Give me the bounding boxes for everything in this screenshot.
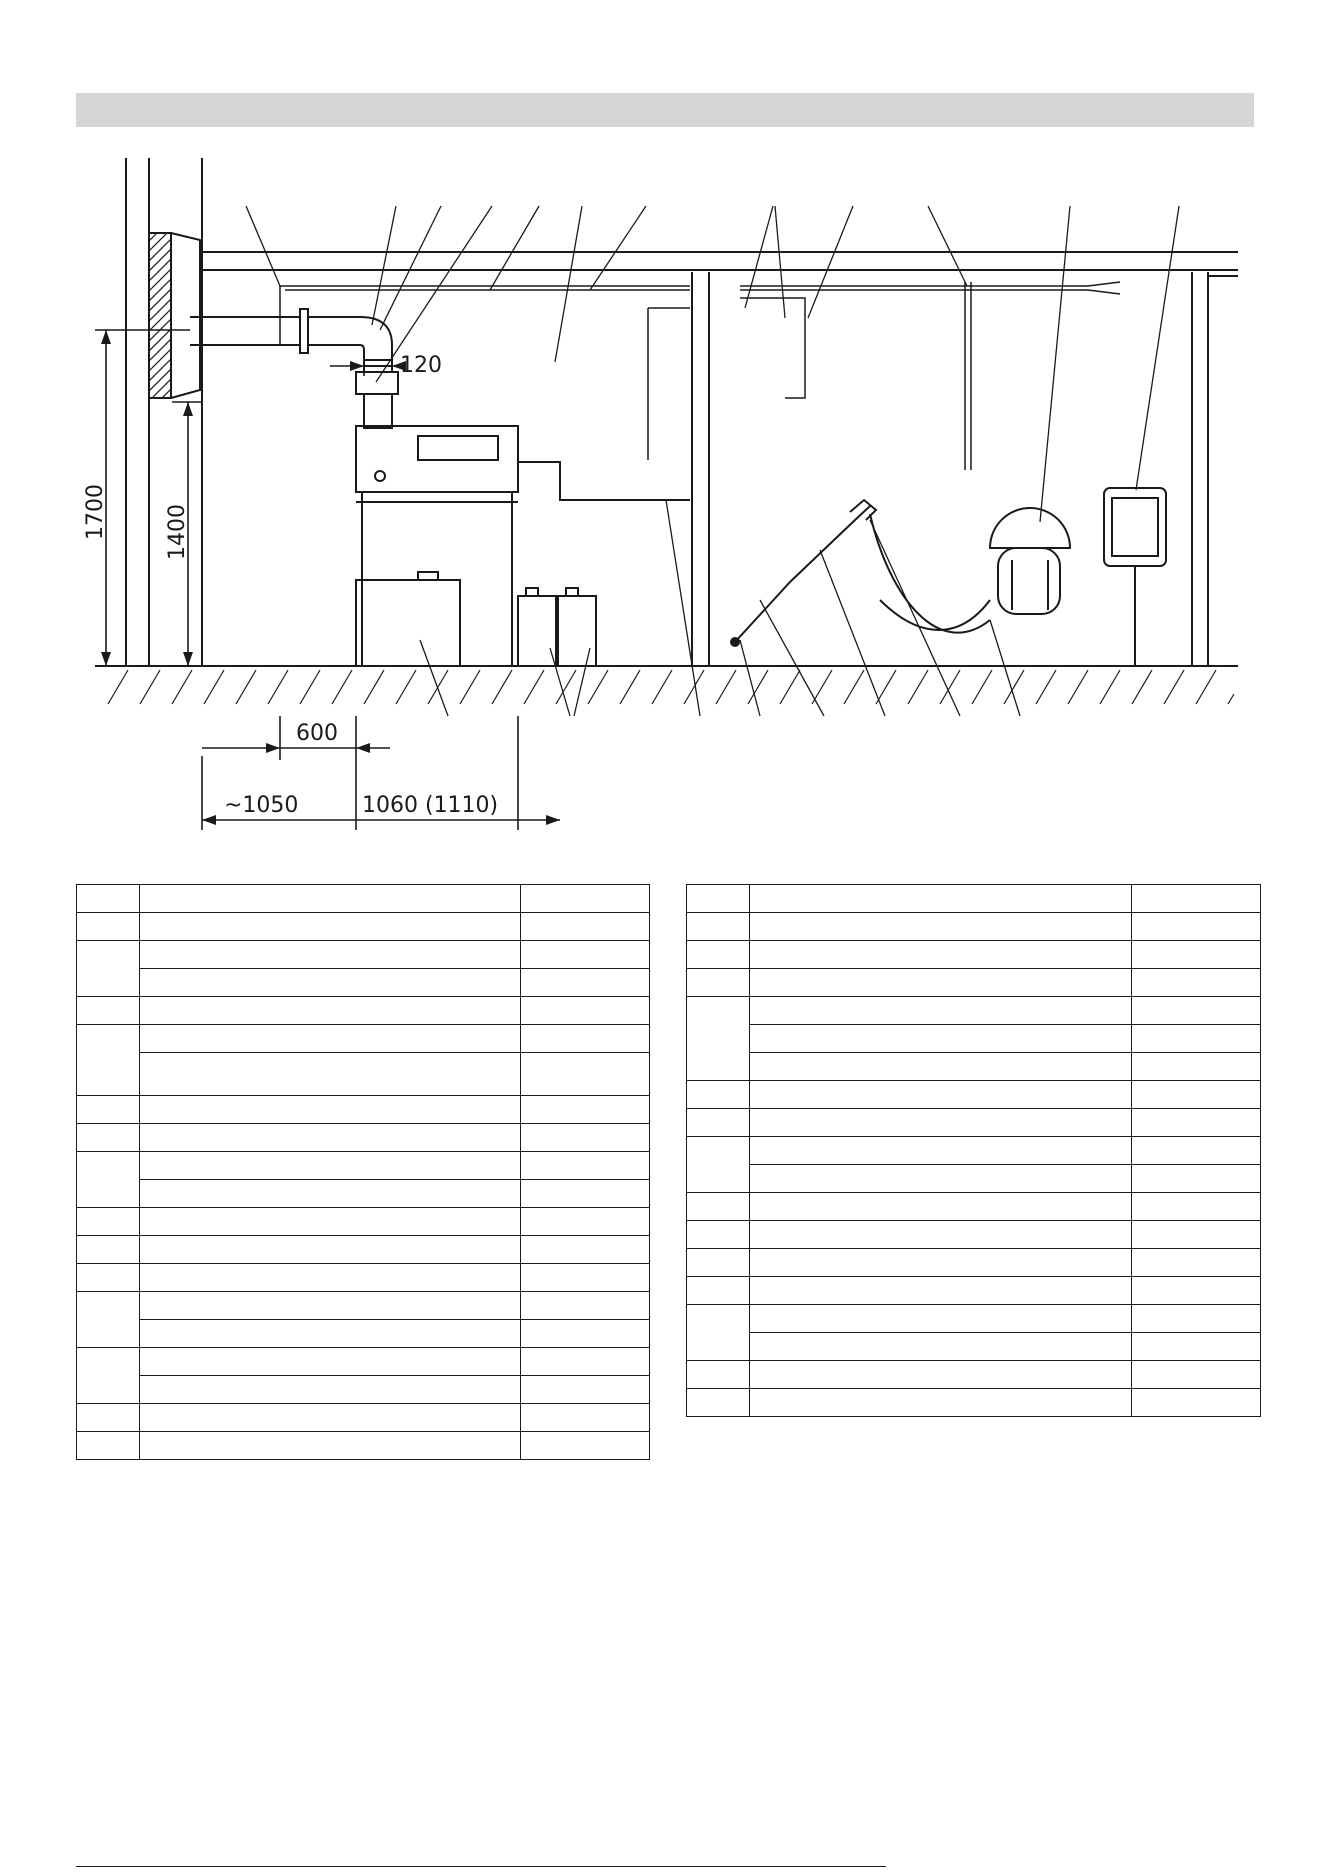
table-row: [687, 1025, 1261, 1053]
control-box: [1104, 488, 1166, 666]
table-row: [77, 1152, 650, 1180]
table-row: [77, 969, 650, 997]
parts-legend-table-right: [686, 884, 1261, 1417]
table-row: [687, 1053, 1261, 1081]
table-row: [77, 1292, 650, 1320]
hose-reel: [880, 508, 1070, 630]
table-row: [77, 913, 650, 941]
leader-lines: [246, 206, 1179, 716]
table-row: [687, 1137, 1261, 1165]
table-row: [687, 1193, 1261, 1221]
dimension-600: 600: [296, 721, 338, 746]
floor-hatching: [108, 670, 1234, 704]
washer-unit: [356, 426, 690, 666]
table-row: [77, 997, 650, 1025]
parts-legend-table-left: [76, 884, 650, 1460]
table-row: [687, 1389, 1261, 1417]
wall-section: [149, 233, 171, 398]
table-row: [77, 1236, 650, 1264]
dimension-arrows: [101, 330, 560, 825]
table-row: [77, 1180, 650, 1208]
footer-rule: [76, 1866, 886, 1867]
table-row: [687, 1249, 1261, 1277]
table-row: [687, 1277, 1261, 1305]
table-row: [77, 1025, 650, 1053]
dimension-1060: 1060 (1110): [362, 793, 499, 818]
detergent-cans: [518, 588, 596, 666]
table-row: [77, 941, 650, 969]
dimension-lines: [95, 330, 560, 830]
table-row: [687, 1333, 1261, 1361]
dimension-1050: ~1050: [224, 793, 299, 818]
table-row: [687, 1081, 1261, 1109]
table-row: [687, 1305, 1261, 1333]
fuel-tank: [356, 572, 460, 666]
table-row: [77, 1208, 650, 1236]
table-row: [77, 1348, 650, 1376]
spray-lance: [731, 500, 990, 646]
table-row: [77, 1320, 650, 1348]
table-row: [77, 1096, 650, 1124]
table-row: [77, 1124, 650, 1152]
chimney-flue: [190, 309, 398, 428]
table-row: [77, 1404, 650, 1432]
table-row: [687, 941, 1261, 969]
table-row: [687, 913, 1261, 941]
table-row: [77, 1376, 650, 1404]
table-row: [687, 969, 1261, 997]
building-structure: [95, 158, 1238, 666]
dimension-1400: 1400: [165, 504, 190, 560]
table-row: [687, 1109, 1261, 1137]
table-row: [77, 1432, 650, 1460]
table-row: [687, 1221, 1261, 1249]
table-row: [687, 1361, 1261, 1389]
table-row: [687, 1165, 1261, 1193]
installation-diagram: [0, 0, 1324, 860]
table-row: [77, 1053, 650, 1096]
table-header-row: [687, 885, 1261, 913]
table-row: [77, 1264, 650, 1292]
table-row: [687, 997, 1261, 1025]
dimension-1700: 1700: [83, 484, 108, 540]
dimension-120: 120: [400, 353, 442, 378]
table-header-row: [77, 885, 650, 913]
